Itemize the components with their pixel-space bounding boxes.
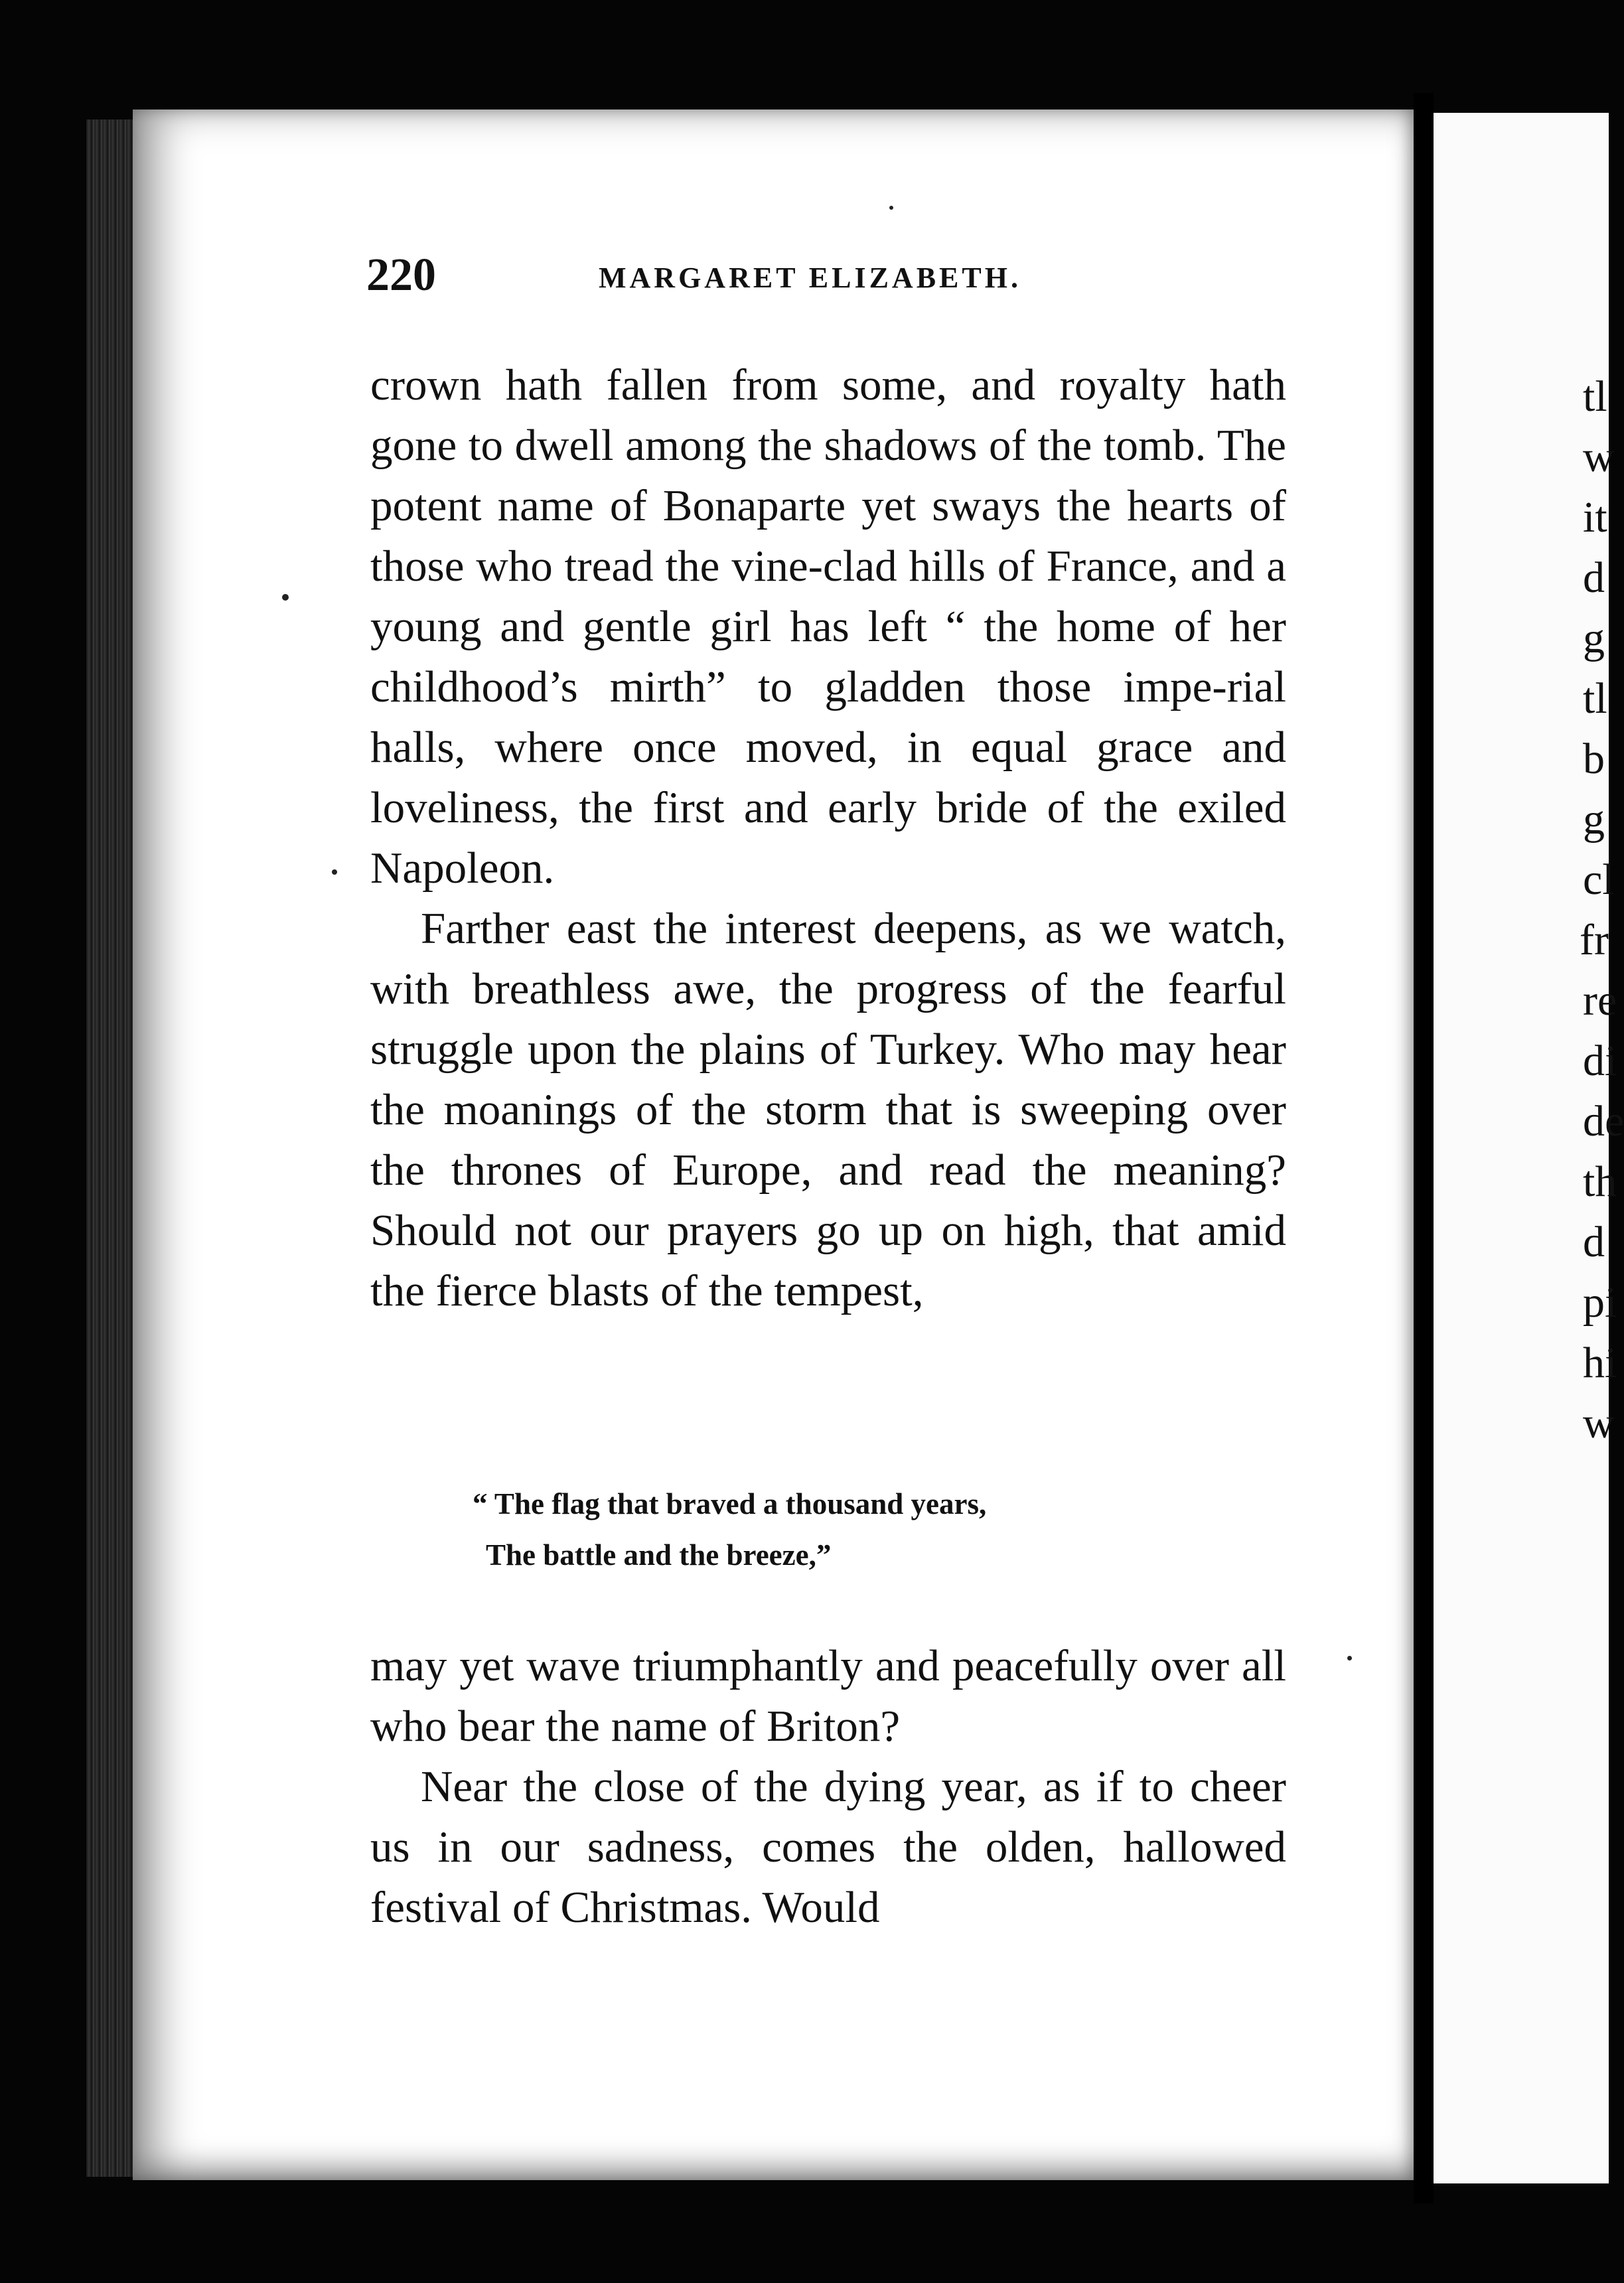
body-text-bottom [370,1636,1286,1938]
facing-page-fragment: g [1583,795,1605,844]
quote-line-2: The battle and the breeze,” [486,1538,832,1572]
scan-speck [332,869,337,875]
facing-page-fragment: th [1583,1157,1617,1206]
body-text-top [370,355,1286,1321]
running-head: MARGARET ELIZABETH. [599,261,1021,294]
facing-page-fragment: tl [1583,372,1607,421]
right-page-sliver [1434,113,1624,2183]
paragraph-1: crown hath fallen from some, and royalty hath gone to dwell among the shadows of the tomb. The potent name of Bonaparte yet sways the hearts of those who tread the vine-clad hills of France, and a young and gentle girl has left “ the home of her childhood’s mirth” to gladden those impe-rial halls, where once moved, in equal grace and loveliness, the first and early bride of the exiled Napoleon. [370,360,1286,893]
facing-page-fragment: fr [1580,916,1609,964]
facing-page-fragment: di [1583,1037,1617,1085]
quote-line-1: “ The flag that braved a thousand years, [473,1487,987,1520]
scan-speck [1347,1656,1352,1660]
verse-quotation [473,1479,1269,1581]
facing-page-fragment: de [1583,1097,1624,1145]
scan-speck [889,206,893,210]
facing-page-fragment: d [1583,553,1605,602]
facing-page-fragment: w [1583,1399,1615,1447]
page-header [366,249,1282,315]
page-number: 220 [366,250,436,301]
facing-page-fragment: re [1583,976,1617,1025]
facing-page-fragment: w [1583,433,1615,481]
facing-page-fragment: tl [1583,674,1607,723]
paragraph-4: Near the close of the dying year, as if to cheer us in our sadness, comes the olden, hallowed festival of Christmas. Would [370,1762,1286,1932]
paragraph-3: may yet wave triumphantly and peacefully over all who bear the name of Briton? [370,1641,1286,1751]
facing-page-fragment: pi [1583,1278,1617,1327]
facing-page-fragment: cl [1583,855,1615,904]
facing-page-fragment: it [1583,493,1607,542]
facing-page-fragment: g [1583,614,1605,662]
facing-page-fragment: d [1583,1218,1605,1266]
facing-page-fragment: hi [1583,1339,1617,1387]
paragraph-2: Farther east the interest deepens, as we watch, with breathless awe, the progress of the fearful struggle upon the plains of Turkey. Who may hear the moanings of the storm that is sweeping over the thrones of Europe, and read the meaning? Should not our prayers go up on high, that amid the fierce blasts of the tempest, [370,904,1286,1315]
book-gutter [1414,93,1434,2203]
facing-page-fragment: b [1583,735,1605,783]
scan-speck [282,594,289,601]
